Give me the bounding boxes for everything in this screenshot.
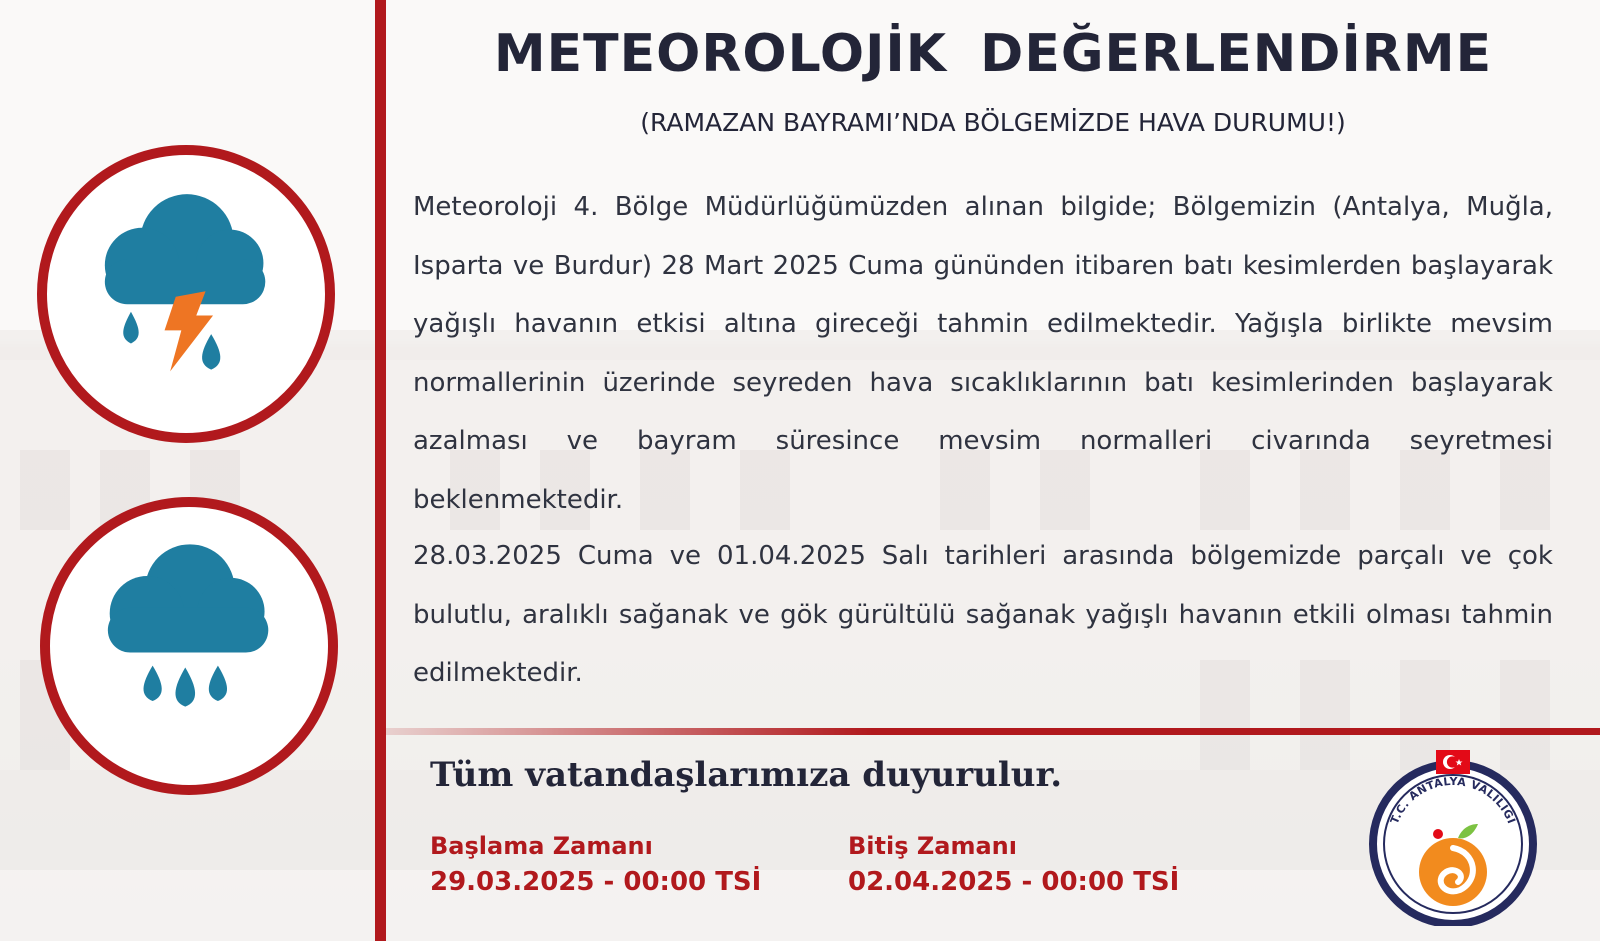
- start-time-value: 29.03.2025 - 00:00 TSİ: [430, 867, 762, 897]
- antalya-valiligi-logo: [1364, 748, 1542, 926]
- announcement-text: Tüm vatandaşlarımıza duyurulur.: [430, 755, 1063, 795]
- horizontal-divider: [386, 728, 1600, 735]
- page-subtitle: (RAMAZAN BAYRAMI’NDA BÖLGEMİZDE HAVA DURUMU!): [640, 108, 1346, 137]
- thunderstorm-icon: [37, 145, 335, 443]
- paragraph-forecast-intro: Meteoroloji 4. Bölge Müdürlüğümüzden alınan bilgide; Bölgemizin (Antalya, Muğla, Isparta ve Burdur) 28 Mart 2025 Cuma gününden itibaren batı kesimlerden başlayarak yağışlı havanın etkisi altına gireceği tahmin edilmektedir. Yağışla birlikte mevsim normallerinin üzerinde seyreden hava sıcaklıklarının batı kesimlerinden başlayarak azalması ve bayram süresince mevsim normalleri civarında seyretmesi beklenmektedir.: [413, 192, 1553, 515]
- rain-cloud-icon: [40, 497, 338, 795]
- end-time-label: Bitiş Zamanı: [848, 832, 1017, 860]
- start-time-label: Başlama Zamanı: [430, 832, 653, 860]
- end-time-value: 02.04.2025 - 00:00 TSİ: [848, 867, 1180, 897]
- paragraph-forecast-dates: 28.03.2025 Cuma ve 01.04.2025 Salı tarihleri arasında bölgemizde parçalı ve çok bulutlu, aralıklı sağanak ve gök gürültülü sağanak yağışlı havanın etkili olması tahmin edilmektedir.: [413, 541, 1553, 688]
- logo-text: T.C. ANTALYA VALİLİĞİ: [1387, 774, 1519, 826]
- vertical-divider: [375, 0, 386, 941]
- page-title: METEOROLOJİK DEĞERLENDİRME: [493, 24, 1493, 84]
